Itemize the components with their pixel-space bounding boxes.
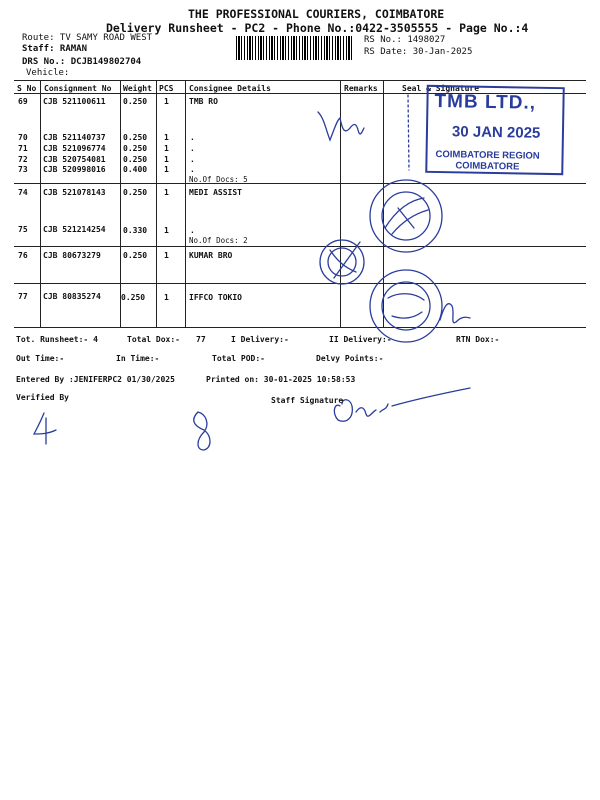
total-runsheet: Tot. Runsheet:- 4 <box>16 335 98 344</box>
total-pod: Total POD:- <box>212 354 265 363</box>
table-cell-consignment: CJB 80835274 <box>43 292 101 301</box>
table-cell-consignee: KUMAR BRO <box>189 251 233 260</box>
col-header-sno: S No <box>17 84 37 93</box>
rs-date: RS Date: 30-Jan-2025 <box>364 47 473 57</box>
table-cell-sno: 75 <box>18 225 28 234</box>
table-cell-consignee: . <box>190 144 195 153</box>
table-cell-pcs: 1 <box>164 188 169 197</box>
printed-on: Printed on: 30-01-2025 10:58:53 <box>206 375 356 384</box>
drs-number: DRS No.: DCJB149802704 <box>22 57 142 67</box>
total-dox-value: 77 <box>196 335 206 344</box>
table-cell-pcs: 1 <box>164 293 169 302</box>
table-cell-weight: 0.250 <box>121 293 146 302</box>
vehicle-label: Vehicle: <box>26 68 70 78</box>
staff-label: Staff: RAMAN <box>22 44 88 54</box>
table-cell-consignment: CJB 521078143 <box>43 188 106 197</box>
in-time: In Time:- <box>116 354 160 363</box>
table-cell-sno: 70 <box>18 133 28 142</box>
medi-assist-seal <box>370 180 442 252</box>
runsheet-subtitle: Delivery Runsheet - PC2 - Phone No.:0422-3505555 - Page No.:4 <box>106 21 529 35</box>
table-cell-consignment: CJB 521096774 <box>43 144 106 153</box>
table-cell-consignee: MEDI ASSIST <box>189 188 242 197</box>
table-cell-weight: 0.250 <box>123 133 148 142</box>
col-header-pcs: PCS <box>159 84 174 93</box>
table-cell-consignment: CJB 80673279 <box>43 251 101 260</box>
i-delivery: I Delivery:- <box>231 335 289 344</box>
tmb-stamp-region: COIMBATORE REGION <box>435 148 540 162</box>
table-cell-consignee: IFFCO TOKIO <box>189 293 242 302</box>
table-cell-pcs: 1 <box>164 226 169 235</box>
table-cell-sno: 72 <box>18 155 28 164</box>
verified-mark-2 <box>194 412 210 450</box>
table-cell-sno: 73 <box>18 165 28 174</box>
col-header-weight: Weight <box>123 84 152 93</box>
table-cell-consignment: CJB 521140737 <box>43 133 106 142</box>
table-cell-consignee: TMB RO <box>189 97 218 106</box>
col-header-remarks: Remarks <box>344 84 378 93</box>
table-cell-pcs: 1 <box>164 165 169 174</box>
table-cell-pcs: 1 <box>164 155 169 164</box>
table-cell-sno: 76 <box>18 251 28 260</box>
table-cell-weight: 0.250 <box>123 97 148 106</box>
table-cell-sno: 71 <box>18 144 28 153</box>
table-cell-sno: 77 <box>18 292 28 301</box>
table-cell-consignee: . <box>190 226 195 235</box>
out-time: Out Time:- <box>16 354 65 363</box>
table-cell-weight: 0.250 <box>123 144 148 153</box>
signature-row69 <box>318 112 364 140</box>
kumar-bro-seal <box>320 240 364 284</box>
table-cell-consignment: CJB 520754081 <box>43 155 106 164</box>
col-header-consignee: Consignee Details <box>189 84 271 93</box>
table-cell-pcs: 1 <box>164 144 169 153</box>
table-cell-pcs: 1 <box>164 251 169 260</box>
company-name: THE PROFESSIONAL COURIERS, COIMBATORE <box>188 7 445 21</box>
docs-count: No.Of Docs: 5 <box>189 175 248 184</box>
table-cell-consignee: . <box>190 165 195 174</box>
table-cell-consignee: . <box>190 155 195 164</box>
table-cell-pcs: 1 <box>164 133 169 142</box>
rs-number: RS No.: 1498027 <box>364 35 446 45</box>
verified-by-label: Verified By <box>16 393 69 402</box>
table-cell-sno: 74 <box>18 188 28 197</box>
tmb-stamp-city: COIMBATORE <box>455 160 520 173</box>
tmb-stamp-date: 30 JAN 2025 <box>451 123 541 142</box>
staff-signature-label: Staff Signature <box>271 396 344 405</box>
table-cell-pcs: 1 <box>164 97 169 106</box>
delvy-points: Delvy Points:- <box>316 354 384 363</box>
rtn-dox: RTN Dox:- <box>456 335 500 344</box>
table-cell-weight: 0.250 <box>123 251 148 260</box>
verified-mark-1 <box>34 413 56 444</box>
table-cell-consignment: CJB 521214254 <box>43 225 106 234</box>
table-cell-weight: 0.400 <box>123 165 148 174</box>
table-cell-sno: 69 <box>18 97 28 106</box>
tmb-stamp-name: TMB LTD., <box>434 90 537 114</box>
entered-by: Entered By :JENIFERPC2 01/30/2025 <box>16 375 175 384</box>
docs-count: No.Of Docs: 2 <box>189 236 248 245</box>
ii-delivery: II Delivery:- <box>329 335 392 344</box>
table-cell-weight: 0.330 <box>123 226 148 235</box>
total-dox-label: Total Dox:- <box>127 335 180 344</box>
table-cell-consignee: . <box>190 133 195 142</box>
route-label: Route: TV SAMY ROAD WEST <box>22 33 153 43</box>
table-cell-consignment: CJB 520998016 <box>43 165 106 174</box>
table-cell-weight: 0.250 <box>123 155 148 164</box>
staff-signature <box>334 388 470 421</box>
col-header-seal: Seal & Signature <box>402 84 480 93</box>
signature-row77 <box>440 304 470 323</box>
iffco-tokio-seal <box>370 270 442 342</box>
col-header-consignment: Consignment No <box>44 84 112 93</box>
table-cell-consignment: CJB 521100611 <box>43 97 106 106</box>
table-cell-weight: 0.250 <box>123 188 148 197</box>
